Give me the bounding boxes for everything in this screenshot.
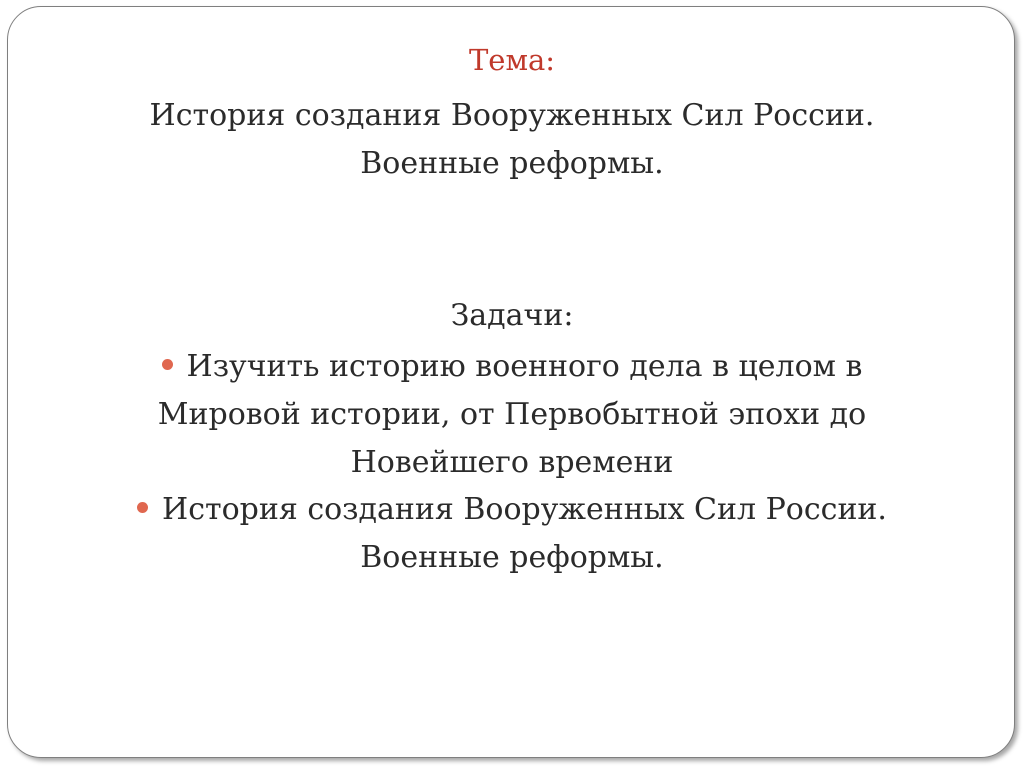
- bullet-line: История создания Вооруженных Сил России.: [162, 492, 887, 527]
- bullet-line: Мировой истории, от Первобытной эпохи до: [157, 397, 867, 432]
- topic-label: Тема:: [468, 43, 556, 77]
- bullet-line: Новейшего времени: [350, 445, 674, 480]
- bullet-dot-icon: [137, 502, 148, 513]
- bullet-dot-icon: [162, 359, 173, 370]
- topic-line: История создания Вооруженных Сил России.: [149, 98, 875, 133]
- task-bullet: [0, 343, 1024, 487]
- task-bullet: [0, 486, 1024, 582]
- topic-text: [0, 92, 1024, 188]
- topic-line: Военные реформы.: [360, 146, 664, 181]
- bullet-line: Военные реформы.: [360, 540, 664, 575]
- tasks-label: Задачи:: [450, 298, 574, 333]
- bullet-line: Изучить историю военного дела в целом в: [186, 349, 863, 384]
